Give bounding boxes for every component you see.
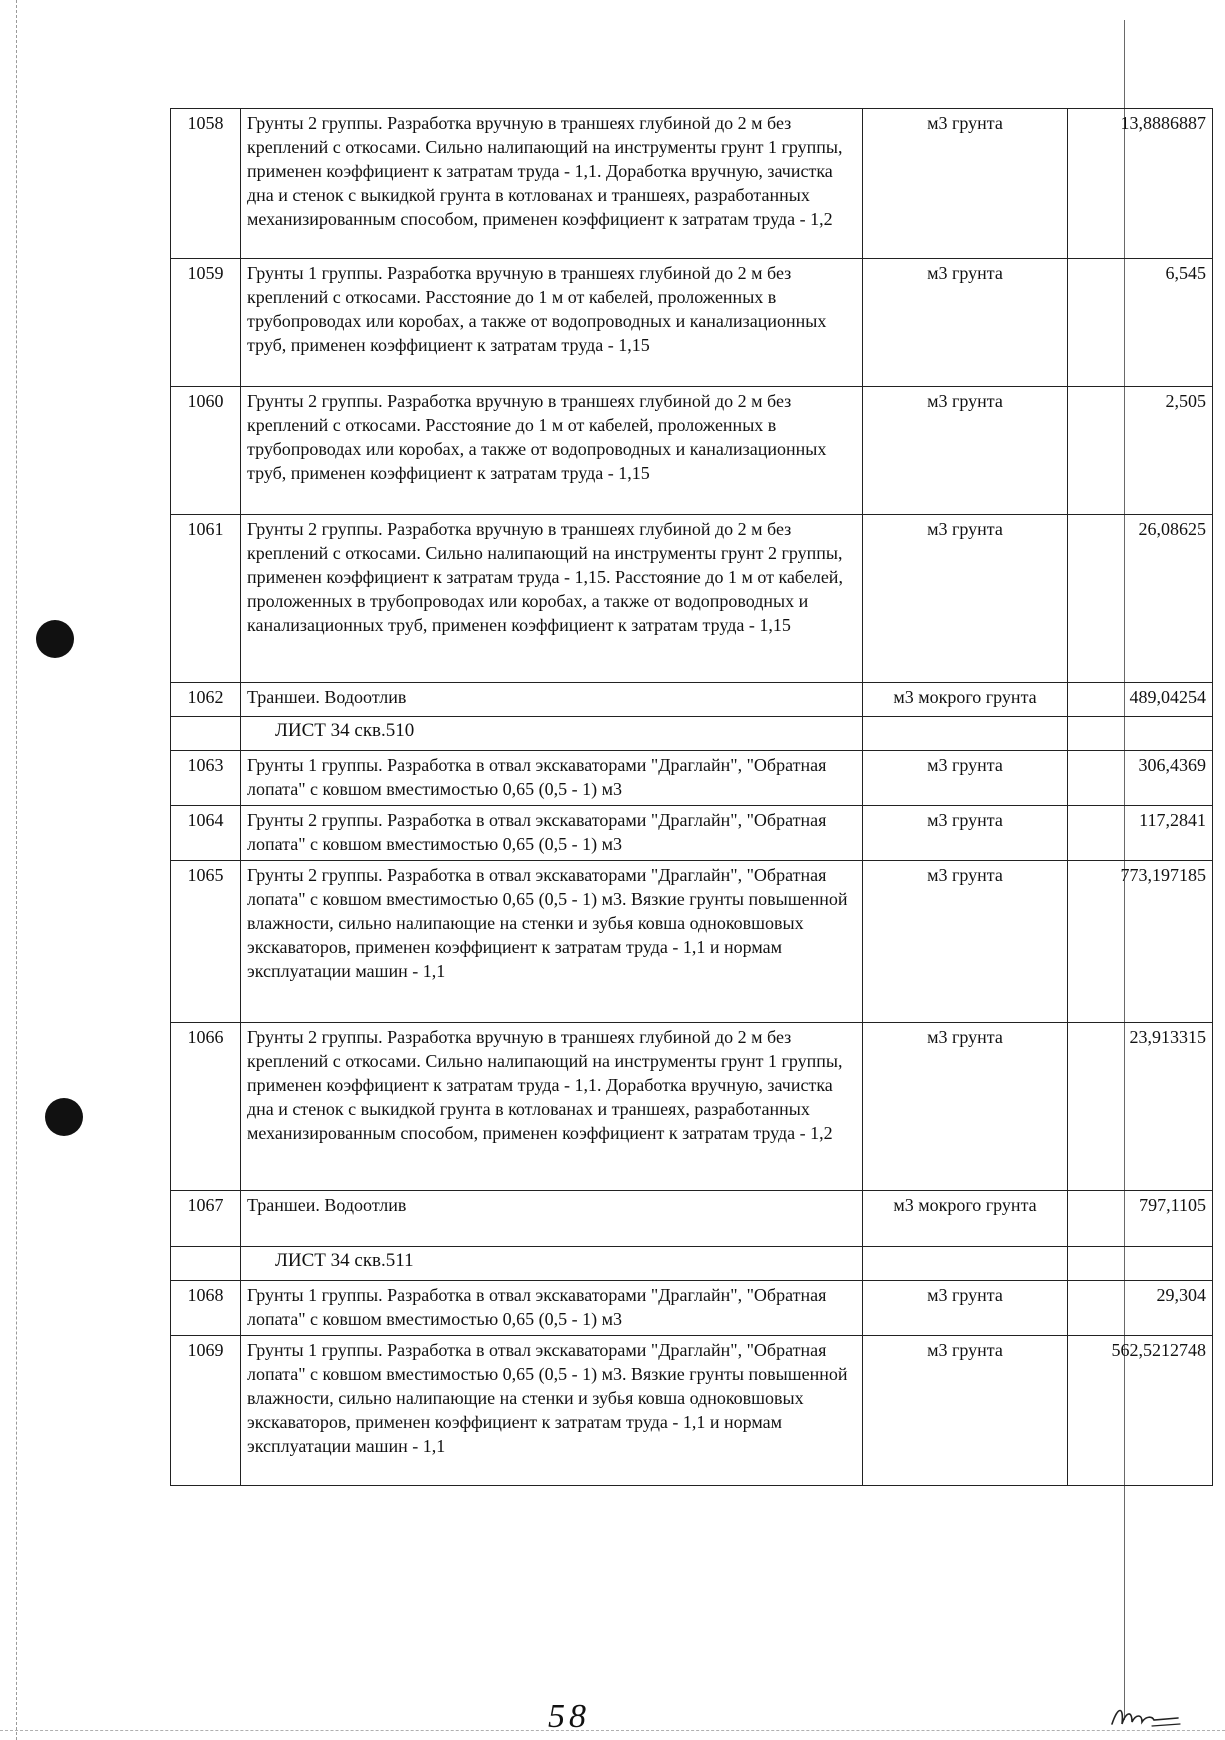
- row-number: 1065: [171, 861, 241, 1023]
- row-quantity: 6,545: [1068, 259, 1213, 387]
- table-row: [171, 1191, 1213, 1247]
- row-description: Грунты 1 группы. Разработка в отвал экскаваторами "Драглайн", "Обратная лопата" с ковшом вместимостью 0,65 (0,5 - 1) м3. Вязкие грунты повышенной влажности, сильно налипающие на стенки и зубья ковша одноковшовых экскаваторов, применен коэффициент к затратам труда - 1,1 и нормам эксплуатации машин - 1,1: [241, 1336, 863, 1486]
- row-unit: м3 грунта: [863, 387, 1068, 515]
- row-description: Грунты 2 группы. Разработка вручную в траншеях глубиной до 2 м без креплений с откосами. Сильно налипающий на инструменты грунт 1 группы, применен коэффициент к затратам труда - 1,1. Доработка вручную, зачистка дна и стенок с выкидкой грунта в котлованах и траншеях, разработанных механизированным способом, применен коэффициент к затратам труда - 1,2: [241, 109, 863, 259]
- row-description: Грунты 2 группы. Разработка вручную в траншеях глубиной до 2 м без креплений с откосами. Сильно налипающий на инструменты грунт 2 группы, применен коэффициент к затратам труда - 1,15. Расстояние до 1 м от кабелей, проложенных в трубопроводах или коробах, а также от водопроводных и канализационных труб, применен коэффициент к затратам труда - 1,15: [241, 515, 863, 683]
- row-number: 1061: [171, 515, 241, 683]
- row-unit: м3 грунта: [863, 1023, 1068, 1191]
- row-number: 1069: [171, 1336, 241, 1486]
- row-quantity: [1068, 717, 1213, 751]
- row-description: Грунты 2 группы. Разработка вручную в траншеях глубиной до 2 м без креплений с откосами. Сильно налипающий на инструменты грунт 1 группы, применен коэффициент к затратам труда - 1,1. Доработка вручную, зачистка дна и стенок с выкидкой грунта в котлованах и траншеях, разработанных механизированным способом, применен коэффициент к затратам труда - 1,2: [241, 1023, 863, 1191]
- row-description: Грунты 2 группы. Разработка в отвал экскаваторами "Драглайн", "Обратная лопата" с ковшом вместимостью 0,65 (0,5 - 1) м3: [241, 806, 863, 861]
- row-unit: м3 грунта: [863, 861, 1068, 1023]
- row-quantity: 489,04254: [1068, 683, 1213, 717]
- row-number: 1068: [171, 1281, 241, 1336]
- table-row: [171, 1023, 1213, 1191]
- punch-hole: [36, 620, 74, 658]
- table-row: [171, 515, 1213, 683]
- row-number: 1064: [171, 806, 241, 861]
- signature-icon: [1108, 1702, 1182, 1732]
- row-number: 1067: [171, 1191, 241, 1247]
- scan-edge-line-bottom: [0, 1730, 1225, 1731]
- row-number: 1059: [171, 259, 241, 387]
- table-row: [171, 806, 1213, 861]
- section-header-row: [171, 1247, 1213, 1281]
- row-unit: м3 мокрого грунта: [863, 1191, 1068, 1247]
- table-row: [171, 1281, 1213, 1336]
- row-description: Грунты 1 группы. Разработка вручную в траншеях глубиной до 2 м без креплений с откосами. Расстояние до 1 м от кабелей, проложенных в трубопроводах или коробах, а также от водопроводных и канализационных труб, применен коэффициент к затратам труда - 1,15: [241, 259, 863, 387]
- section-header-row: [171, 717, 1213, 751]
- punch-hole: [45, 1098, 83, 1136]
- row-unit: м3 грунта: [863, 1336, 1068, 1486]
- row-unit: м3 грунта: [863, 806, 1068, 861]
- row-quantity: 797,1105: [1068, 1191, 1213, 1247]
- row-quantity: 306,4369: [1068, 751, 1213, 806]
- row-number: 1060: [171, 387, 241, 515]
- row-quantity: 29,304: [1068, 1281, 1213, 1336]
- row-number: 1062: [171, 683, 241, 717]
- row-unit: м3 грунта: [863, 259, 1068, 387]
- row-quantity: 13,8886887: [1068, 109, 1213, 259]
- estimate-table: [170, 108, 1213, 1486]
- scan-edge-line-left: [16, 0, 17, 1740]
- row-unit: м3 грунта: [863, 1281, 1068, 1336]
- row-quantity: [1068, 1247, 1213, 1281]
- row-number: 1066: [171, 1023, 241, 1191]
- row-unit: м3 грунта: [863, 109, 1068, 259]
- row-description: Траншеи. Водоотлив: [241, 683, 863, 717]
- row-quantity: 562,5212748: [1068, 1336, 1213, 1486]
- row-number: 1063: [171, 751, 241, 806]
- table-row: [171, 259, 1213, 387]
- row-quantity: 26,08625: [1068, 515, 1213, 683]
- row-description: Грунты 2 группы. Разработка в отвал экскаваторами "Драглайн", "Обратная лопата" с ковшом вместимостью 0,65 (0,5 - 1) м3. Вязкие грунты повышенной влажности, сильно налипающие на стенки и зубья ковша одноковшовых экскаваторов, применен коэффициент к затратам труда - 1,1 и нормам эксплуатации машин - 1,1: [241, 861, 863, 1023]
- row-unit: [863, 717, 1068, 751]
- table-row: [171, 861, 1213, 1023]
- row-number: [171, 717, 241, 751]
- table-row: [171, 683, 1213, 717]
- row-quantity: 23,913315: [1068, 1023, 1213, 1191]
- row-quantity: 117,2841: [1068, 806, 1213, 861]
- row-unit: м3 грунта: [863, 751, 1068, 806]
- table-row: [171, 751, 1213, 806]
- row-unit: [863, 1247, 1068, 1281]
- row-unit: м3 мокрого грунта: [863, 683, 1068, 717]
- row-number: [171, 1247, 241, 1281]
- row-description: Траншеи. Водоотлив: [241, 1191, 863, 1247]
- table-row: [171, 387, 1213, 515]
- row-description: Грунты 2 группы. Разработка вручную в траншеях глубиной до 2 м без креплений с откосами. Расстояние до 1 м от кабелей, проложенных в трубопроводах или коробах, а также от водопроводных и канализационных труб, применен коэффициент к затратам труда - 1,15: [241, 387, 863, 515]
- row-quantity: 2,505: [1068, 387, 1213, 515]
- table-row: [171, 1336, 1213, 1486]
- row-description: Грунты 1 группы. Разработка в отвал экскаваторами "Драглайн", "Обратная лопата" с ковшом вместимостью 0,65 (0,5 - 1) м3: [241, 751, 863, 806]
- row-unit: м3 грунта: [863, 515, 1068, 683]
- row-number: 1058: [171, 109, 241, 259]
- row-description: Грунты 1 группы. Разработка в отвал экскаваторами "Драглайн", "Обратная лопата" с ковшом вместимостью 0,65 (0,5 - 1) м3: [241, 1281, 863, 1336]
- section-title: ЛИСТ 34 скв.511: [241, 1247, 863, 1281]
- section-title: ЛИСТ 34 скв.510: [241, 717, 863, 751]
- page-number: 58: [548, 1698, 590, 1735]
- row-quantity: 773,197185: [1068, 861, 1213, 1023]
- table-row: [171, 109, 1213, 259]
